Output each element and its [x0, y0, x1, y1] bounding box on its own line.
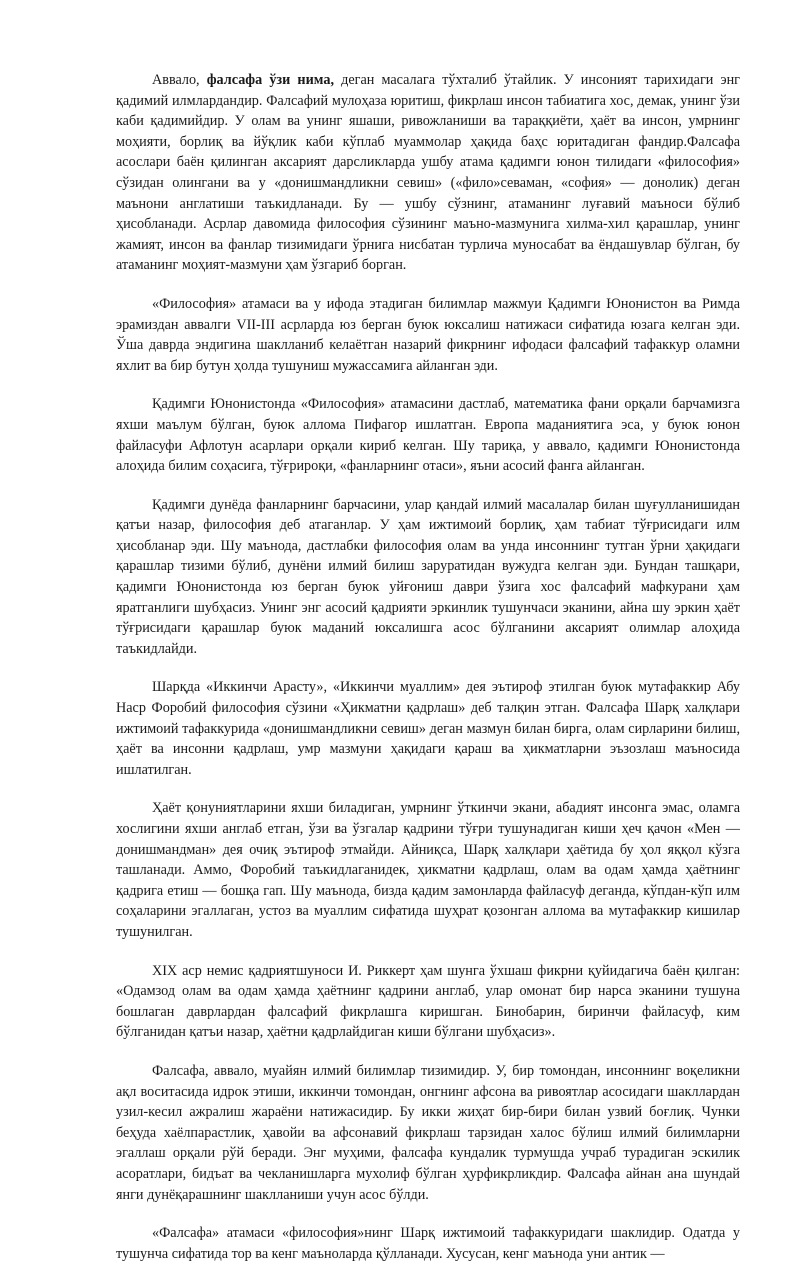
paragraph-9: «Фалсафа» атамаси «философия»нинг Шарқ ижтимоий тафаккуридаги шаклидир. Одатда у тушунча сифатида тор ва кенг маъноларда қўлланади. Хусусан, кенг маънода уни антик —: [116, 1225, 740, 1262]
paragraph-4: Қадимги дунёда фанларнинг барчасини, улар қандай илмий масалалар билан шуғулланишидан қатъи назар, философия деб атаганлар. У ҳам ижтимоий борлиқ, ҳам табиат тўғрисидаги илм ҳисобланар эди. Шу маънода, дастлабки философия олам ва унда инсоннинг тутган ўрни ҳақидаги қарашлар тизими бўлиб, дунёни илмий билиш заруратидан вужудга келган эди. Бундан ташқари, қадимги Юнонистонда юз берган буюк уйғониш даври ўзига хос фалсафий мафкурани ҳам яратганлиги шубҳасиз. Унинг энг асосий қадрияти эркинлик тушунчаси эканини, айна шу эркин ҳаёт тўғрисидаги қарашлар буюк маданий юксалишга асос бўлганини аксарият олимлар алоҳида таъкидлайди.: [116, 496, 740, 657]
paragraph-1-lead: Аввало,: [152, 72, 207, 88]
paragraph-1: [116, 70, 740, 276]
paragraph-2: «Философия» атамаси ва у ифода этадиган билимлар мажмуи Қадимги Юнонистон ва Римда эрамиздан аввалги VII-III асрларда юз берган буюк юксалиш натижаси сифатида юзага келган эди. Ўша даврда эндигина шаклланиб келаётган назарий фикрнинг ифодаси фалсафий тафаккур оламни яхлит ва бир бутун ҳолда тушуниш мужассамига айланган эди.: [116, 295, 740, 374]
paragraph-5: Шарқда «Иккинчи Арасту», «Иккинчи муаллим» дея эътироф этилган буюк мутафаккир Абу Наср Форобий философия сўзини «Ҳикматни қадрлаш» деб талқин этган. Фалсафа Шарқ халқлари ижтимоий тафаккурида «донишмандликни севиш» деган мазмун билан бирга, олам сирларини билиш, ҳаёт ва инсонни қадрлаш, умр мазмуни ҳақидаги қараш ва ҳикматларни эъзозлаш маъносида ишлатилган.: [116, 679, 740, 778]
paragraph-7: XIX аср немис қадриятшуноси И. Риккерт ҳам шунга ўхшаш фикрни қуйидагича баён қилган: «Одамзод олам ва одам ҳамда ҳаётнинг қадрини англаб, улар омонат бир нарса эканини тушуна бошлаган даврлардан фалсафий фикрлашга киришган. Бинобарин, биринчи файласуф, ким бўлганидан қатъи назар, ҳаётни қадрлайдиган киши бўлгани шубҳасиз».: [116, 962, 740, 1041]
document-page: [116, 70, 740, 1264]
paragraph-6: Ҳаёт қонуниятларини яхши биладиган, умрнинг ўткинчи экани, абадият инсонга эмас, оламга хослигини яхши англаб етган, ўзи ва ўзгалар қадрини тўғри тушунадиган киши ҳеч қачон «Мен — донишмандман» дея очиқ эътироф этмайди. Айниқса, Шарқ халқлари ҳаётида бу ҳол яққол кўзга ташланади. Аммо, Форобий таъкидлаганидек, ҳикматни қадрлаш, олам ва одам ҳамда ҳаётнинг қадрига етиш — бошқа гап. Шу маънода, бизда қадим замонларда файласуф деганда, кўпдан-кўп илм соҳаларини эгаллаган, устоз ва муаллим сифатида шуҳрат қозонган аллома ва мутафаккир кишилар тушунилган.: [116, 800, 740, 940]
paragraph-3: Қадимги Юнонистонда «Философия» атамасини дастлаб, математика фани орқали барчамизга яхши маълум бўлган, буюк аллома Пифагор ишлатган. Европа маданиятига эса, у буюк юнон файласуфи Афлотун асарлари орқали кириб келган. Шу тариқа, у аввало, қадимги Юнонистонда алоҳида билим соҳасига, тўғрироқи, «фанларнинг отаси», яъни асосий фанга айланган.: [116, 396, 740, 475]
paragraph-1-bold-term: фалсафа ўзи нима,: [206, 72, 334, 88]
paragraph-1-text: деган масалага тўхталиб ўтайлик. У инсоният тарихидаги энг қадимий илмлардандир. Фалсафий мулоҳаза юритиш, фикрлаш инсон табиатига хос, демак, унинг ўзи каби қадимийдир. У олам ва унинг яшаши, ривожланиши ва тараққиёти, ҳаёт ва инсон, умрнинг моҳияти, борлиқ ва йўқлик каби кўплаб муаммолар ҳақида баҳс юритадиган фандир.Фалсафа асослари баён қилинган аксарият дарсликларда ушбу атама қадимги юнон тилидаги «философия» сўзидан олингани ва у «донишмандликни севиш» («фило»севаман, «софия» — донолик) деган маънони англатиши таъкидланади. Бу — ушбу сўзнинг, атаманинг луғавий маъноси бўлиб ҳисобланади. Асрлар давомида философия сўзининг маъно-мазмунига хилма-хил қарашлар, унинг жамият, инсон ва фанлар тизимидаги ўрнига нисбатан турлича муносабат ва ёндашувлар бўлган, бу атаманинг моҳият-мазмуни ҳам ўзгариб борган.: [116, 72, 741, 274]
paragraph-8: Фалсафа, аввало, муайян илмий билимлар тизимидир. У, бир томондан, инсоннинг воқеликни ақл воситасида идрок этиши, иккинчи томондан, онгнинг афсона ва ривоятлар асосидаги шакллардан узил-кесил ажралиш жараёни натижасидир. Бу икки жиҳат бир-бири билан узвий боғлиқ. Чунки беҳуда хаёлпарастлик, ҳавойи ва афсонавий фикрлаш тарзидан халос бўлиш илмий билимларни эгаллаш орқали рўй беради. Энг муҳими, фалсафа кундалик турмушда учраб турадиган эскилик асоратлари, бидъат ва чекланишларга мухолиф бўлган ҳурфикрликдир. Фалсафа айнан ана шундай янги дунёқарашнинг шаклланиши учун асос бўлди.: [116, 1062, 740, 1203]
